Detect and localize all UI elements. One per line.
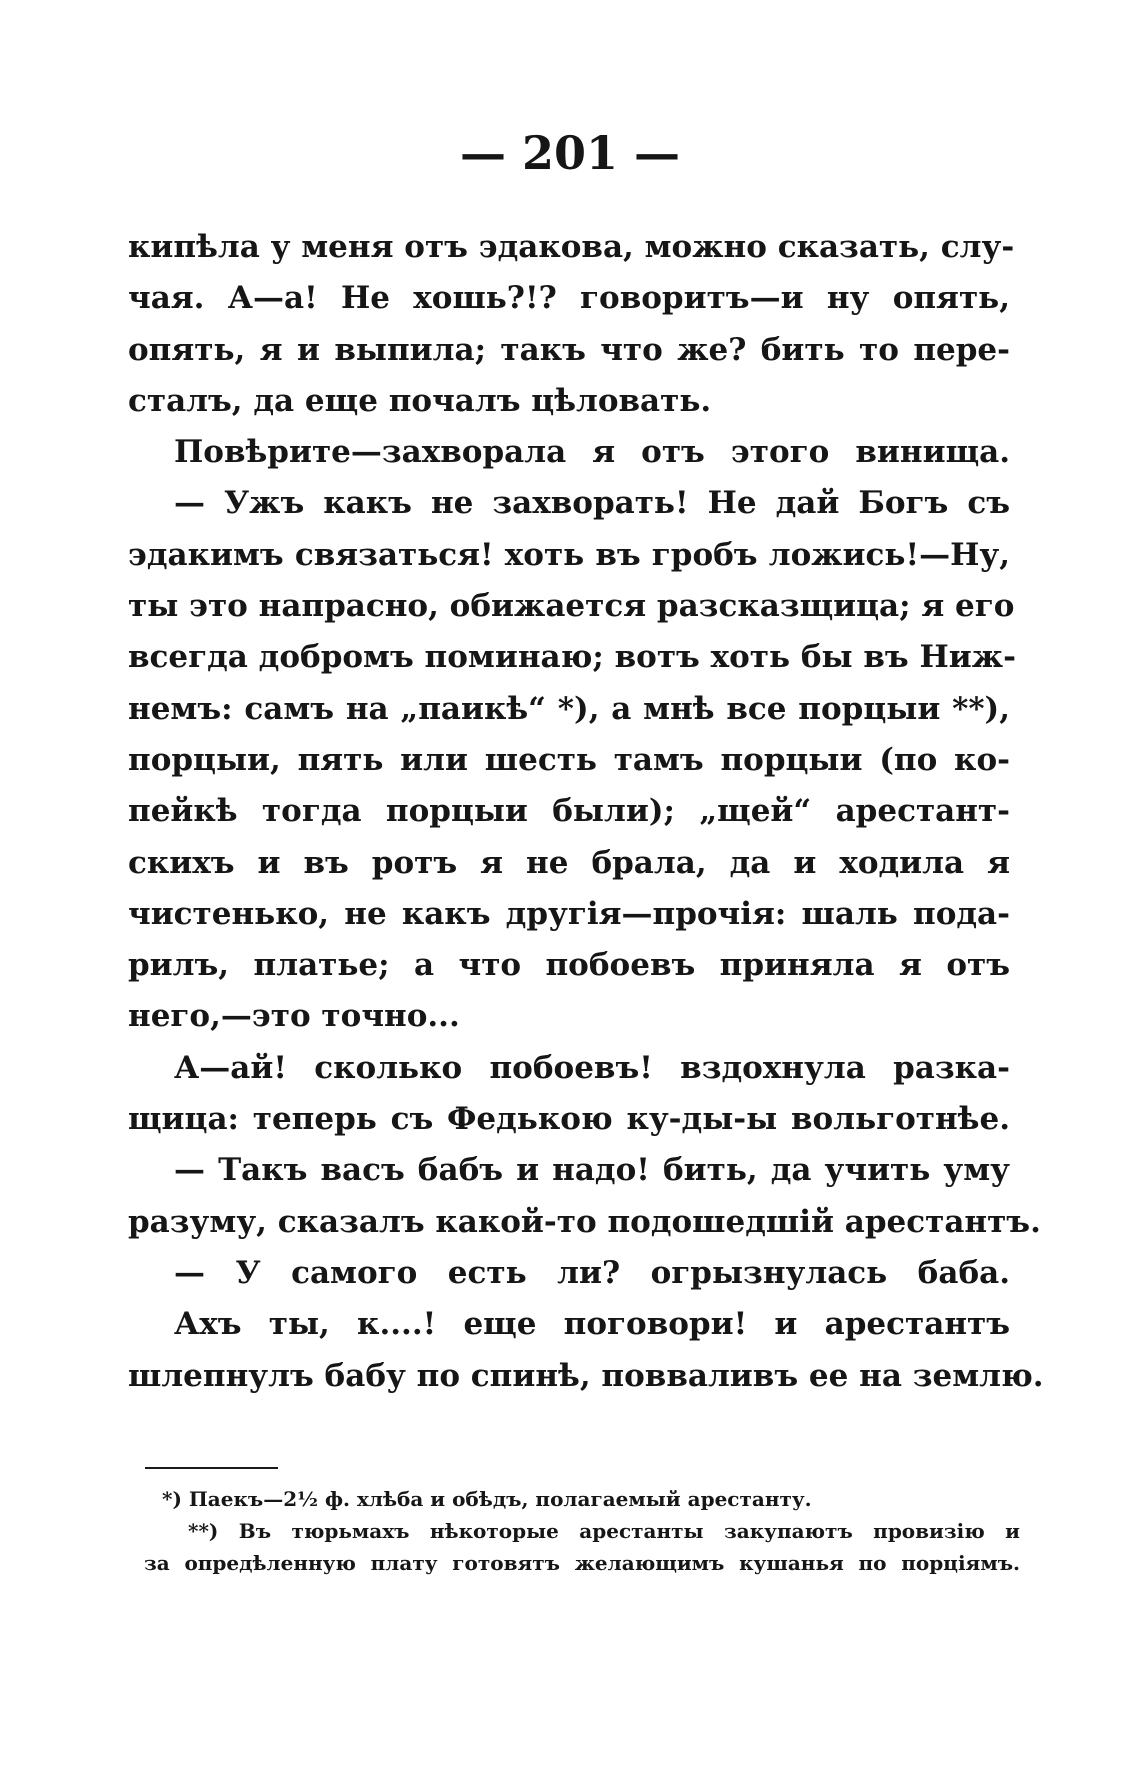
text-line: ты это напрасно, обижается разсказщица; я его — [128, 588, 1015, 625]
text-line: пейкѣ тогда порцыи были); „щей“ арестант- — [128, 793, 1010, 830]
text-line: — Такъ васъ бабъ и надо! бить, да учить уму — [174, 1152, 1010, 1189]
footnote-divider — [145, 1467, 278, 1469]
paragraph — [128, 478, 1016, 1042]
paragraph — [128, 1043, 1010, 1146]
text-line: эдакимъ связаться! хоть въ гробъ ложись!—Ну, — [128, 536, 1010, 573]
text-line: рилъ, платье; а что побоевъ приняла я отъ — [128, 947, 1010, 984]
paragraph — [128, 1145, 1041, 1248]
text-line: — Ужъ какъ не захворать! Не дай Богъ съ — [174, 485, 1010, 522]
text-line: скихъ и въ ротъ я не брала, да и ходила я — [128, 844, 1010, 881]
text-line: сталъ, да еще почалъ цѣловать. — [128, 382, 712, 419]
text-line: него,—это точно... — [128, 998, 460, 1035]
paragraph — [128, 222, 1015, 427]
text-line: чая. А—а! Не хошь?!? говоритъ—и ну опять, — [128, 280, 1010, 317]
text-line: кипѣла у меня отъ эдакова, можно сказать, слу- — [128, 229, 1015, 265]
footnote: **) Въ тюрьмахъ нѣкоторые арестанты закупаютъ провизію и — [188, 1519, 1020, 1543]
text-line: щица: теперь съ Федькою ку-ды-ы вольготнѣе. — [128, 1101, 1010, 1138]
text-line: Ахъ ты, к....! еще поговори! и арестантъ — [174, 1306, 1010, 1343]
footnote: *) Паекъ—2½ ф. хлѣба и обѣдъ, полагаемый арестанту. — [162, 1487, 812, 1511]
text-line: разуму, сказалъ какой-то подошедшій арестантъ. — [128, 1203, 1041, 1240]
text-line: шлепнулъ бабу по спинѣ, повваливъ ее на землю. — [128, 1357, 1044, 1394]
text-line: порцыи, пять или шесть тамъ порцыи (по ко- — [128, 741, 1010, 778]
text-line: Повѣрите—захворала я отъ этого винища. — [174, 434, 1010, 471]
text-line: — У самого есть ли? огрызнулась баба. — [174, 1254, 1010, 1291]
text-line: всегда добромъ поминаю; вотъ хоть бы въ Ниж- — [128, 639, 1016, 676]
text-line: немъ: самъ на „паикѣ“ *), а мнѣ все порцыи **), — [128, 690, 1010, 727]
paragraph — [128, 1299, 1044, 1402]
text-line: А—ай! сколько побоевъ! вздохнула разка- — [174, 1049, 1010, 1086]
paragraph — [128, 1248, 1010, 1299]
footnote-continuation: за опредѣленную плату готовятъ желающимъ кушанья по порціямъ. — [144, 1551, 1020, 1575]
body-text — [128, 222, 1044, 1402]
text-line: чистенько, не какъ другія—прочія: шаль пода- — [128, 895, 1010, 932]
page-number: — 201 — — [459, 126, 681, 180]
text-line: опять, я и выпила; такъ что же? бить то пере- — [128, 331, 1010, 368]
paragraph — [128, 427, 1010, 478]
footnotes — [144, 1483, 1020, 1579]
